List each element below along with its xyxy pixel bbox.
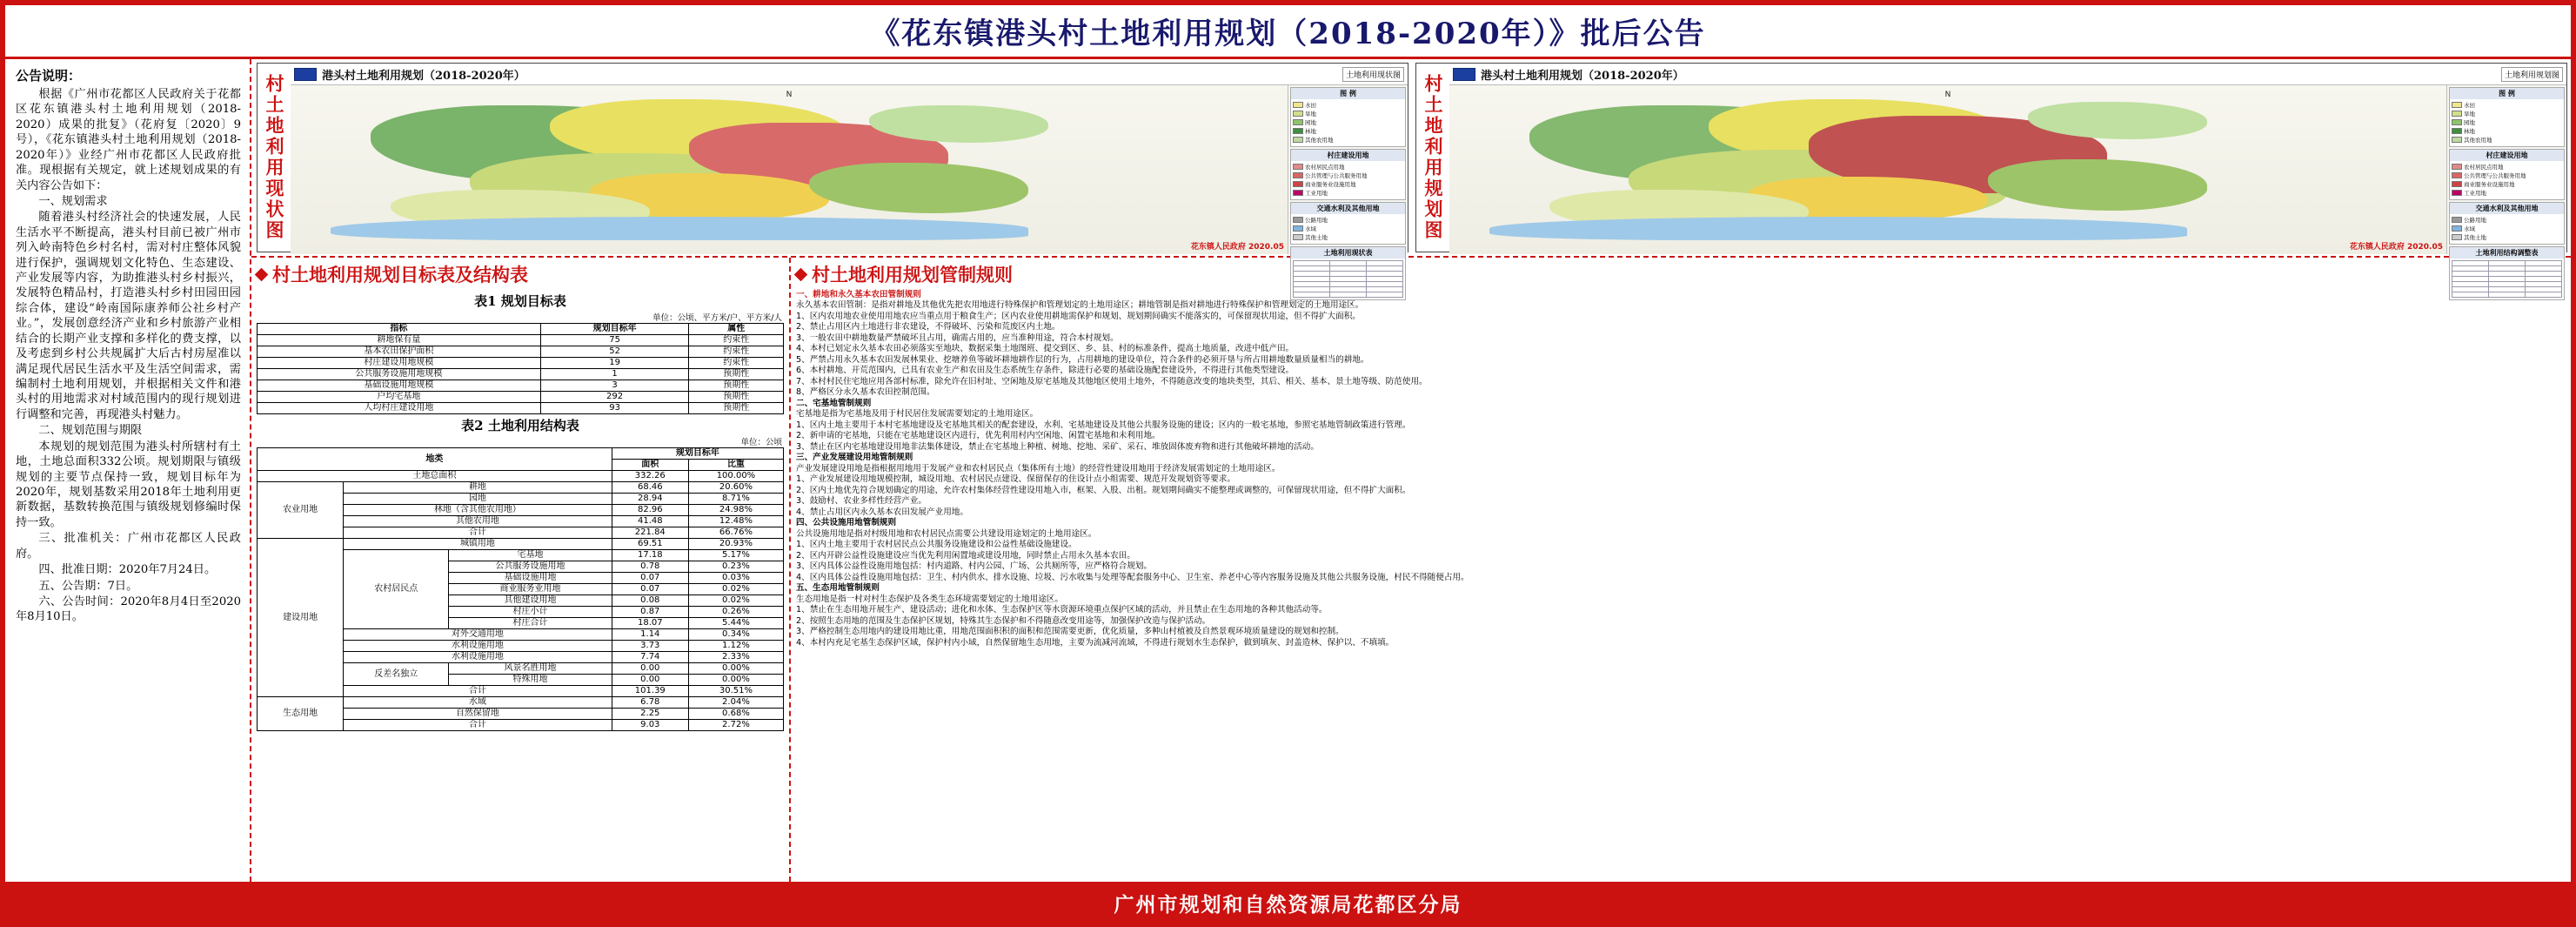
legend-panel-title: 图 例 (2450, 88, 2564, 99)
cell: 18.07 (612, 618, 688, 629)
issuing-agency: 广州市规划和自然资源局花都区分局 (1114, 893, 1462, 917)
legend-row (1293, 216, 1403, 224)
cell: 村庄合计 (449, 618, 612, 629)
legend-label: 工业用地 (1305, 190, 1328, 197)
cell: 17.18 (612, 550, 688, 561)
legend-row (2452, 127, 2562, 135)
cell: 2.33% (688, 652, 783, 663)
legend-row (2452, 118, 2562, 126)
map-canvas[interactable] (1449, 85, 2446, 254)
table-structure (257, 447, 784, 731)
legend-row (2452, 180, 2562, 188)
cell: 基础设施用地规模 (258, 380, 541, 392)
map-title: 港头村土地利用规划（2018-2020年） (322, 70, 525, 83)
table2-subheader-cell: 比重 (688, 460, 783, 471)
tables-panel-title-text: 村土地利用规划目标表及结构表 (272, 264, 528, 285)
rules-paragraph: 永久基本农田管制：是指对耕地及其他优先把农用地进行特殊保护和管理划定的土地用途区；耕地管制是指对耕地进行特殊保护和管理划定的土地用途区。 (796, 300, 1364, 311)
group-label: 农业用地 (258, 482, 344, 539)
table2-header-cell: 规划目标年 (612, 448, 783, 460)
rules-paragraph: 产业发展建设用地是指根据用地用于发展产业和农村居民点（集体所有土地）的经营性建设用地用于经济发展需划定的土地用途区。 (796, 463, 1281, 474)
table-row (258, 346, 784, 358)
notice-paragraph: 二、规划范围与期限 (38, 424, 143, 438)
cell: 预期性 (689, 403, 784, 414)
cell: 52 (540, 346, 689, 358)
legend-panel-title: 交通水利及其他用地 (1291, 203, 1405, 214)
legend-panel-transport (2449, 202, 2565, 245)
legend-label: 公路用地 (2464, 217, 2486, 224)
cell: 风景名胜用地 (449, 663, 612, 675)
legend-row (2452, 101, 2562, 109)
table2-header-cell: 地类 (258, 448, 612, 471)
table-row (258, 471, 784, 482)
cell: 水利设施用地 (344, 652, 612, 663)
notice-title: 公告说明： (16, 68, 82, 84)
legend-panel-title: 土地利用结构调整表 (2450, 247, 2564, 259)
cell: 0.00 (612, 675, 688, 686)
rules-heading: 四、公共设施用地管制规则 (796, 518, 897, 528)
legend-label: 林地 (1305, 128, 1316, 135)
cell: 19 (540, 358, 689, 369)
cell: 公共服务设施用地 (449, 561, 612, 573)
legend-swatch (2452, 119, 2462, 125)
legend-panel-title: 图 例 (1291, 88, 1405, 99)
legend-row (1293, 189, 1403, 197)
table2-caption: 表2 土地利用结构表 (461, 418, 579, 433)
cell: 村庄建设用地规模 (258, 358, 541, 369)
legend-swatch (2452, 111, 2462, 117)
cell: 人均村庄建设用地 (258, 403, 541, 414)
cell: 12.48% (688, 516, 783, 527)
legend-label: 水田 (2464, 102, 2475, 109)
table1-header-cell: 规划目标年 (540, 324, 689, 335)
cell: 基础设施用地 (449, 573, 612, 584)
rules-paragraph: 5、严禁占用永久基本农田发展林果业、挖塘养鱼等破坏耕地耕作层的行为，占用耕地的建设单位，符合条件的必须开垦与所占用耕地数量质量相当的耕地。 (796, 354, 1369, 365)
rules-paragraph: 4、本村内充足宅基生态保护区域，保护村内小域，自然保留地生态用地，主要为流减河流域，不得进行规划水生态保护，做到填灰、封盖造林、保护以、不填填。 (796, 637, 1395, 648)
map-body (291, 85, 1408, 257)
legend-swatch (1293, 181, 1303, 187)
cell: 20.60% (688, 482, 783, 494)
page-title: 《花东镇港头村土地利用规划（2018-2020年）》批后公告 (870, 17, 1706, 51)
map-header (291, 64, 1408, 85)
legend-swatch (2452, 128, 2462, 134)
rules-paragraph: 1、区内土地主要用于本村宅基地建设及宅基地其相关的配套建设，水利、宅基地建设及其他公共服务设施的建设；区内的一般宅基地，参照宅基地管制政策进行管理。 (796, 420, 1411, 430)
cell: 221.84 (612, 527, 688, 539)
legend-swatch (1293, 119, 1303, 125)
cell: 预期性 (689, 392, 784, 403)
diamond-icon (255, 267, 269, 281)
cell: 城镇用地 (344, 539, 612, 550)
cell: 2.04% (688, 697, 783, 709)
legend-panel-transport (1290, 202, 1406, 245)
table-row (258, 358, 784, 369)
cell: 0.26% (688, 607, 783, 618)
legend-swatch (1293, 137, 1303, 143)
legend-swatch (1293, 128, 1303, 134)
legend-row (1293, 127, 1403, 135)
notice-paragraph: 三、批准机关：广州市花都区人民政府。 (16, 532, 241, 561)
cell: 3 (540, 380, 689, 392)
legend-label: 其他土地 (2464, 234, 2486, 241)
legend-swatch (2452, 172, 2462, 178)
legend-panel-title: 交通水利及其他用地 (2450, 203, 2564, 214)
cell: 0.23% (688, 561, 783, 573)
map-legend-column (1288, 85, 1408, 257)
cell: 0.78 (612, 561, 688, 573)
rules-heading: 一、耕地和永久基本农田管制规则 (796, 290, 921, 299)
rules-paragraph: 3、一般农田中耕地数量严禁破坏且占用，确需占用的，应当准种用途，符合本村规划。 (796, 333, 1119, 343)
rules-paragraph: 7、本村村民住宅地应用各部村标准，除允许在旧村址、空闲地及原宅基地及其他地区使用土地外，不得随意改变的地块类型，其后、相关、基本、景土地等级、防范使用。 (796, 376, 1428, 386)
legend-label: 园地 (2464, 119, 2475, 126)
rules-paragraph: 宅基地是指为宅基地及用于村民居住发展需要划定的土地用途区。 (796, 409, 1039, 420)
group-label: 生态用地 (258, 697, 344, 731)
legend-swatch (1293, 111, 1303, 117)
legend-label: 公共管理与公共服务用地 (2464, 172, 2526, 179)
table-row (258, 380, 784, 392)
legend-panel-village (2449, 149, 2565, 200)
legend-label: 其他土地 (1305, 234, 1328, 241)
rules-paragraph: 2、按照生态用地的范围及生态保护区规划，特殊其生态保护和不得随意改变用途等，加强保护改造与保护活动。 (796, 615, 1211, 626)
rules-paragraph: 公共设施用地是指对村级用地和农村居民点需要公共建设用途划定的土地用途区。 (796, 528, 1097, 539)
lower-row (251, 258, 2571, 882)
map-main (1449, 64, 2566, 257)
rules-paragraph: 8、严格区分永久基本农田控制范围。 (796, 387, 935, 398)
legend-label: 商业服务业设施用地 (1305, 181, 1356, 188)
legend-label: 水域 (1305, 225, 1316, 232)
cell: 宅基地 (449, 550, 612, 561)
legend-label: 林地 (2464, 128, 2475, 135)
cell: 预期性 (689, 369, 784, 380)
cell: 土地总面积 (258, 471, 612, 482)
cell: 0.00 (612, 663, 688, 675)
legend-label: 水域 (2464, 225, 2475, 232)
legend-swatch (2452, 164, 2462, 170)
compass-icon: N (1944, 91, 1951, 99)
notice-paragraph: 根据《广州市花都区人民政府关于花都区花东镇港头村土地利用规划（2018-2020）成果的批复》（花府复〔2020〕9号），《花东镇港头村土地利用规划（2018-2020年）》业经广州市花都区人民政府批准。现根据有关规定，就上述规划成果的有关内容公告如下： (16, 88, 241, 192)
rules-heading: 五、生态用地管制规则 (796, 583, 880, 594)
flag-icon (294, 68, 317, 81)
cell: 93 (540, 403, 689, 414)
legend-label: 公共管理与公共服务用地 (1305, 172, 1368, 179)
cell: 1 (540, 369, 689, 380)
rules-body (796, 290, 2566, 648)
table2-subheader-cell: 面积 (612, 460, 688, 471)
cell: 28.94 (612, 494, 688, 505)
legend-panel-status-table (1290, 246, 1406, 300)
tables-panel (251, 258, 791, 882)
map-main (291, 64, 1408, 257)
map-title: 港头村土地利用规划（2018-2020年） (1481, 70, 1684, 83)
cell: 30.51% (688, 686, 783, 697)
notice-paragraph: 五、公告期：7日。 (38, 579, 138, 593)
cell: 82.96 (612, 505, 688, 516)
cell: 5.44% (688, 618, 783, 629)
notice-paragraph: 一、规划需求 (38, 194, 108, 208)
table-row (258, 403, 784, 414)
flag-icon (1453, 68, 1475, 81)
legend-row (1293, 136, 1403, 144)
legend-row (1293, 225, 1403, 232)
maps-row (251, 59, 2571, 258)
compass-icon: N (786, 91, 793, 99)
cell: 基本农田保护面积 (258, 346, 541, 358)
legend-label: 公路用地 (1305, 217, 1328, 224)
legend-row (2452, 163, 2562, 171)
cell: 合计 (344, 720, 612, 731)
poster-footer (5, 882, 2571, 922)
cell: 预期性 (689, 380, 784, 392)
legend-label: 商业服务业设施用地 (2464, 181, 2515, 188)
map-mini-table (1293, 260, 1403, 298)
tables-panel-title (257, 261, 784, 287)
diamond-icon (794, 267, 808, 281)
table-row (258, 482, 784, 494)
legend-row (1293, 233, 1403, 241)
cell: 公共服务设施用地规模 (258, 369, 541, 380)
cell: 0.02% (688, 584, 783, 595)
cell: 24.98% (688, 505, 783, 516)
notice-column (5, 59, 251, 882)
notice-paragraph: 本规划的规划范围为港头村所辖村有土地，土地总面积332公顷。规划期限与镇级规划的主要节点保持一致，规划目标年为2020年，规划基数采用2018年土地利用更新数据，基数转换范围与镇级规划修编时保持一致。 (16, 440, 241, 529)
legend-swatch (2452, 137, 2462, 143)
cell: 村庄小计 (449, 607, 612, 618)
legend-swatch (1293, 217, 1303, 223)
rules-panel-title (796, 261, 2566, 287)
map-side-title-text: 村土地利用规划图 (1422, 74, 1444, 241)
rules-paragraph: 1、产业发展建设用地规模控制，城设用地、农村居民点建设、保留保存的住设计点小组需要、规范开发规划资等要求。 (796, 474, 1235, 485)
legend-label: 其他农用地 (2464, 137, 2492, 144)
cell: 0.02% (688, 595, 783, 607)
cell: 68.46 (612, 482, 688, 494)
map-side-title (1416, 64, 1449, 252)
legend-label: 其他农用地 (1305, 137, 1334, 144)
cell: 耕地保有量 (258, 335, 541, 346)
cell: 合计 (344, 686, 612, 697)
legend-panel-index (1290, 87, 1406, 147)
cell: 1.14 (612, 629, 688, 641)
cell: 101.39 (612, 686, 688, 697)
cell: 5.17% (688, 550, 783, 561)
rules-paragraph: 3、鼓励村、农业多样性经营产业。 (796, 496, 927, 507)
cell: 41.48 (612, 516, 688, 527)
rules-heading: 二、宅基地管制规则 (796, 398, 872, 408)
legend-panel-adjust-table (2449, 246, 2565, 300)
rules-paragraph: 2、新申请的宅基地，只能在宅基地建设区内进行，优先利用村内空闲地、闲置宅基地和未利用地。 (796, 431, 1161, 441)
cell: 1.12% (688, 641, 783, 652)
legend-row (1293, 180, 1403, 188)
table1-unit: 单位：公顷、平方米/户、平方米/人 (652, 313, 782, 323)
legend-swatch (1293, 234, 1303, 240)
cell: 林地（含其他农用地） (344, 505, 612, 516)
cell: 0.07 (612, 584, 688, 595)
legend-label: 农村居民点用地 (1305, 164, 1345, 171)
poster-header (5, 5, 2571, 59)
map-credit: 花东镇人民政府 2020.05 (2349, 243, 2443, 252)
map-card-existing (257, 63, 1408, 257)
cell: 合计 (344, 527, 612, 539)
notice-paragraph: 四、批准日期：2020年7月24日。 (38, 563, 217, 577)
rules-paragraph: 3、区内具体公益性设施用地包括：村内道路、村内公园、广场、公共厕所等，应严格符合规划。 (796, 561, 1153, 572)
map-canvas[interactable] (291, 85, 1288, 254)
cell: 0.87 (612, 607, 688, 618)
cell: 3.73 (612, 641, 688, 652)
subgroup-label: 农村居民点 (344, 550, 449, 629)
cell: 约束性 (689, 358, 784, 369)
table-row (258, 539, 784, 550)
map-credit: 花东镇人民政府 2020.05 (1190, 243, 1284, 252)
table-row (258, 369, 784, 380)
rules-paragraph: 4、区内具体公益性设施用地包括：卫生、村内供水、排水设施、垃圾、污水收集与处理等配套服务中心、卫生室、养老中心等内容服务设施及其他公共服务设施，村民不得随便占用。 (796, 572, 1469, 582)
cell: 特殊用地 (449, 675, 612, 686)
legend-row (2452, 216, 2562, 224)
rules-paragraph: 1、禁止在生态用地开展生产、建设活动；进化和水体、生态保护区等水资源环境重点保护区域的活动，并且禁止在生态用地的各种其他活动等。 (796, 605, 1328, 615)
cell: 0.00% (688, 663, 783, 675)
legend-swatch (2452, 217, 2462, 223)
cell: 园地 (344, 494, 612, 505)
cell: 0.34% (688, 629, 783, 641)
rules-paragraph: 生态用地是指一村对村生态保护及各类生态环境需要划定的土地用途区。 (796, 594, 1063, 604)
legend-row (2452, 189, 2562, 197)
legend-row (1293, 110, 1403, 118)
cell: 100.00% (688, 471, 783, 482)
rules-paragraph: 1、区内土地主要用于农村居民点公共服务设施建设和公益性基础设施建设。 (796, 540, 1077, 550)
poster-body (5, 59, 2571, 882)
cell: 66.76% (688, 527, 783, 539)
group-label: 建设用地 (258, 539, 344, 697)
map-side-title-text: 村土地利用现状图 (264, 74, 285, 241)
cell: 0.07 (612, 573, 688, 584)
rules-panel-title-text: 村土地利用规划管制规则 (812, 264, 1013, 285)
cell: 0.08 (612, 595, 688, 607)
legend-panel-index (2449, 87, 2565, 147)
cell: 9.03 (612, 720, 688, 731)
rules-paragraph: 6、本村耕地、开荒范围内，已具有农业生产和农田及生态系统生存条件，除进行必要的基础设施配套建设外，不得进行其他类型建设。 (796, 366, 1295, 376)
legend-row (2452, 225, 2562, 232)
legend-label: 旱地 (2464, 111, 2475, 118)
table1-caption: 表1 规划目标表 (474, 293, 566, 309)
rules-paragraph: 2、区内土地优先符合规划确定的用途，允许农村集体经营性建设用地入市，框架、入股、出租。规划期间确实不能整理或调整的，可保留现状用途，但不得扩大面积。 (796, 485, 1411, 495)
table-row (258, 335, 784, 346)
cell: 69.51 (612, 539, 688, 550)
legend-swatch (2452, 102, 2462, 108)
legend-panel-village (1290, 149, 1406, 200)
cell: 户均宅基地 (258, 392, 541, 403)
legend-row (1293, 101, 1403, 109)
legend-label: 工业用地 (2464, 190, 2486, 197)
legend-row (2452, 110, 2562, 118)
cell: 水域 (344, 697, 612, 709)
legend-row (1293, 118, 1403, 126)
map-corner-label: 土地利用规划图 (2501, 67, 2563, 82)
legend-row (2452, 233, 2562, 241)
cell: 商业服务业用地 (449, 584, 612, 595)
legend-label: 旱地 (1305, 111, 1316, 118)
cell: 2.25 (612, 709, 688, 720)
legend-row (1293, 163, 1403, 171)
map-card-planning (1415, 63, 2567, 257)
legend-swatch (1293, 225, 1303, 232)
legend-swatch (2452, 225, 2462, 232)
cell: 约束性 (689, 335, 784, 346)
cell: 7.74 (612, 652, 688, 663)
legend-panel-title: 土地利用现状表 (1291, 247, 1405, 259)
map-mini-table (2452, 260, 2562, 298)
map-corner-label: 土地利用现状图 (1342, 67, 1404, 82)
cell: 2.72% (688, 720, 783, 731)
legend-swatch (1293, 190, 1303, 196)
rules-panel (791, 258, 2571, 882)
cell: 其他农用地 (344, 516, 612, 527)
table-row (258, 392, 784, 403)
legend-row (2452, 171, 2562, 179)
rules-paragraph: 4、禁止占用区内永久基本农田发展产业用地。 (796, 507, 968, 517)
rules-paragraph: 1、区内农用地农业使用用地农应当重点用于粮食生产；区内农业使用耕地需保护和规划、规划期间确实不能落实的，可保留现状用途，但不得扩大面积。 (796, 311, 1361, 321)
rules-paragraph: 3、严格控制生态用地内的建设用地比重，用地范围面积积的面积和范围需要更新，优化质量，多种山村植被及自然景观环境质量建设的规划和控制。 (796, 627, 1344, 637)
cell: 水利设施用地 (344, 641, 612, 652)
table2-unit: 单位：公顷 (740, 438, 782, 447)
cell: 其他建设用地 (449, 595, 612, 607)
table1-header-cell: 指标 (258, 324, 541, 335)
cell: 0.00% (688, 675, 783, 686)
cell: 约束性 (689, 346, 784, 358)
cell: 0.03% (688, 573, 783, 584)
legend-panel-title: 村庄建设用地 (1291, 150, 1405, 161)
rules-paragraph: 3、禁止在区内宅基地建设用地非法集体建设，禁止在宅基地上种植、树地、挖地、采矿、采石、堆放固体废弃物和进行其他破坏耕地的活动。 (796, 441, 1319, 452)
subgroup-label: 反差名独立 (344, 663, 449, 686)
cell: 8.71% (688, 494, 783, 505)
rules-paragraph: 4、本村已划定永久基本农田必须落实至地块、数据采集土地图班、提交到区、乡、县、村的标准条件，提高土地质量，改进中低产田。 (796, 344, 1295, 354)
legend-label: 水田 (1305, 102, 1316, 109)
map-header (1449, 64, 2566, 85)
legend-row (2452, 136, 2562, 144)
cell: 6.78 (612, 697, 688, 709)
legend-swatch (2452, 181, 2462, 187)
right-column (251, 59, 2571, 882)
legend-swatch (2452, 190, 2462, 196)
legend-row (1293, 171, 1403, 179)
legend-swatch (1293, 102, 1303, 108)
notice-paragraph: 六、公告时间：2020年8月4日至2020年8月10日。 (16, 594, 241, 624)
rules-paragraph: 2、禁止占用区内土地进行非农建设，不得破坏、污染和荒废区内土地。 (796, 322, 1061, 333)
table-goals (257, 323, 784, 414)
cell: 332.26 (612, 471, 688, 482)
cell: 20.93% (688, 539, 783, 550)
legend-panel-title: 村庄建设用地 (2450, 150, 2564, 161)
cell: 0.68% (688, 709, 783, 720)
table1-header-cell: 属性 (689, 324, 784, 335)
legend-swatch (1293, 172, 1303, 178)
legend-label: 园地 (1305, 119, 1316, 126)
table-row (258, 697, 784, 709)
cell: 对外交通用地 (344, 629, 612, 641)
map-legend-column (2446, 85, 2566, 257)
legend-swatch (2452, 234, 2462, 240)
rules-heading: 三、产业发展建设用地管制规则 (796, 453, 913, 463)
map-side-title (258, 64, 291, 252)
legend-label: 农村居民点用地 (2464, 164, 2504, 171)
cell: 自然保留地 (344, 709, 612, 720)
cell: 耕地 (344, 482, 612, 494)
notice-paragraph: 随着港头村经济社会的快速发展，人民生活水平不断提高，港头村目前已被广州市列入岭南特色乡村名村，需对村庄整体风貌进行保护，强调规划文化特色、生态建设、产业发展等内容，为助推港头村乡村振兴，发展特色精品村，打造港头村乡村田园田园综合体，建设“岭南国际康养师公社乡村产业。”，发展创意经济产业和乡村旅游产业相结合的长期产业支撑和多样化的费支撑，以及考虑到乡村公共规属扩大后古村房屋准以满足现代居民生活水平及生活空间需求，需编制村土地利用规划，并根据相关文件和港头村的用地需求对村域范围内的现行规划进行调整和完善，再现港头村魅力。 (16, 211, 241, 421)
cell: 292 (540, 392, 689, 403)
cell: 75 (540, 335, 689, 346)
rules-paragraph: 2、区内开辟公益性设施建设应当优先利用闲置地或建设用地，同时禁止占用永久基本农田。 (796, 550, 1135, 561)
map-body (1449, 85, 2566, 257)
legend-swatch (1293, 164, 1303, 170)
